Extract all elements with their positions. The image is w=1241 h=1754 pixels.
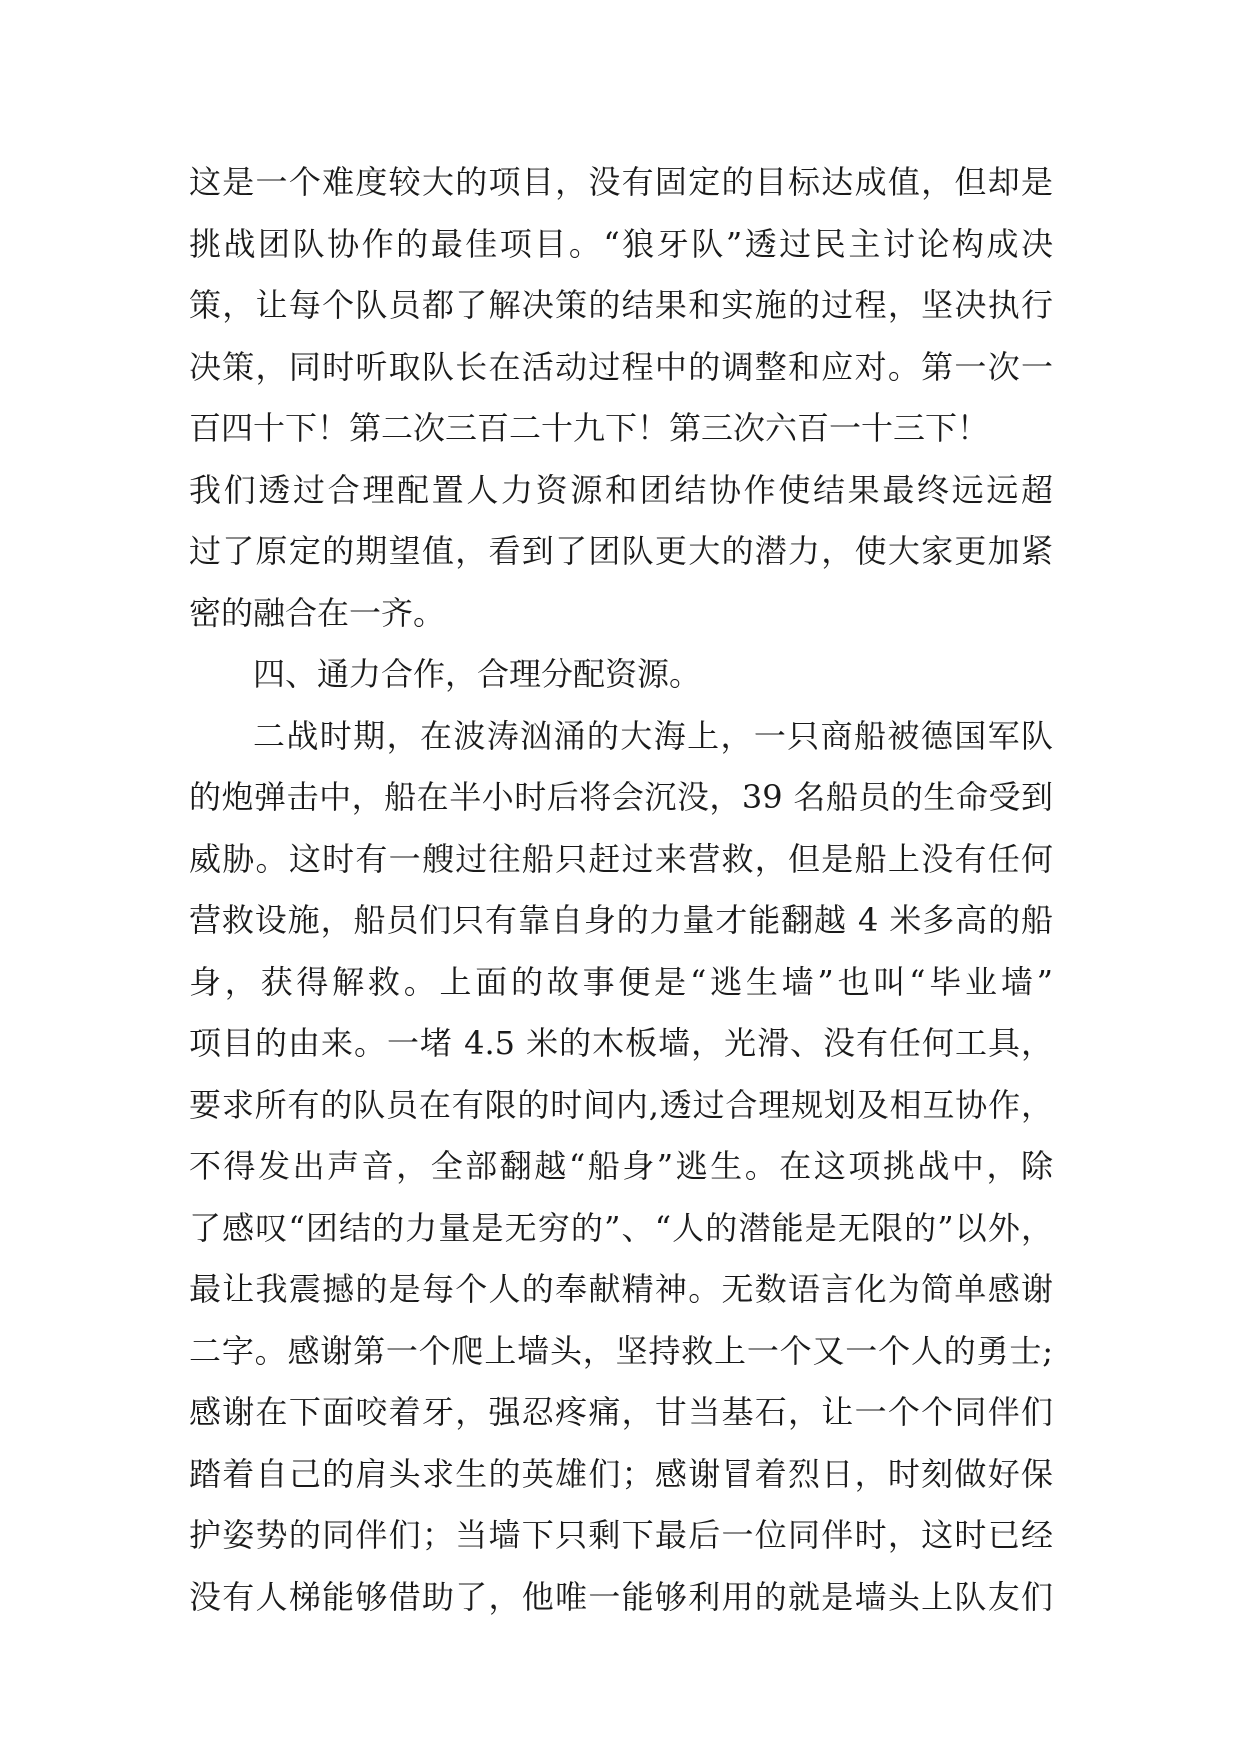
- text-line: 挑战团队协作的最佳项目。“狼牙队”透过民主讨论构成决: [189, 224, 1053, 263]
- text-line: 项目的由来。一堵 4.5 米的木板墙，光滑、没有任何工具，: [189, 1024, 1053, 1062]
- text-line: 威胁。这时有一艘过往船只赶过来营救，但是船上没有任何: [189, 839, 1053, 878]
- text-line: 不得发出声音，全部翻越“船身”逃生。在这项挑战中，除: [189, 1147, 1053, 1185]
- text-line: 感谢在下面咬着牙，强忍疼痛，甘当基石，让一个个同伴们: [189, 1393, 1053, 1431]
- text-line: 要求所有的队员在有限的时间内,透过合理规划及相互协作，: [189, 1085, 1053, 1124]
- text-line: 身，获得解救。上面的故事便是“逃生墙”也叫“毕业墙”: [189, 962, 1053, 1001]
- text-line: 这是一个难度较大的项目，没有固定的目标达成值，但却是: [189, 163, 1053, 201]
- text-line: 了感叹“团结的力量是无穷的”、“人的潜能是无限的”以外，: [189, 1208, 1053, 1247]
- text-line: 护姿势的同伴们；当墙下只剩下最后一位同伴时，这时已经: [189, 1516, 1053, 1554]
- text-line: 没有人梯能够借助了，他唯一能够利用的就是墙头上队友们: [189, 1577, 1053, 1616]
- body-text: [189, 152, 1053, 1628]
- text-line: 踏着自己的肩头求生的英雄们；感谢冒着烈日，时刻做好保: [189, 1454, 1053, 1493]
- text-line: 过了原定的期望值，看到了团队更大的潜力，使大家更加紧: [189, 532, 1053, 570]
- text-line: 最让我震撼的是每个人的奉献精神。无数语言化为简单感谢: [189, 1270, 1053, 1308]
- text-line: 决策，同时听取队长在活动过程中的调整和应对。第一次一: [189, 347, 1053, 386]
- text-line: 二字。感谢第一个爬上墙头，坚持救上一个又一个人的勇士;: [189, 1331, 1053, 1370]
- section-heading: 四、通力合作，合理分配资源。: [253, 655, 702, 693]
- text-line: 营救设施，船员们只有靠自身的力量才能翻越 4 米多高的船: [189, 901, 1053, 939]
- text-line: 的炮弹击中，船在半小时后将会沉没，39 名船员的生命受到: [189, 778, 1053, 816]
- text-line: 二战时期，在波涛汹涌的大海上，一只商船被德国军队: [253, 716, 1053, 755]
- text-line: 我们透过合理配置人力资源和团结协作使结果最终远远超: [189, 470, 1053, 509]
- text-line: 密的融合在一齐。: [189, 593, 446, 632]
- text-line: 百四十下！第二次三百二十九下！第三次六百一十三下！: [189, 409, 990, 447]
- text-line: 策，让每个队员都了解决策的结果和实施的过程，坚决执行: [189, 286, 1053, 324]
